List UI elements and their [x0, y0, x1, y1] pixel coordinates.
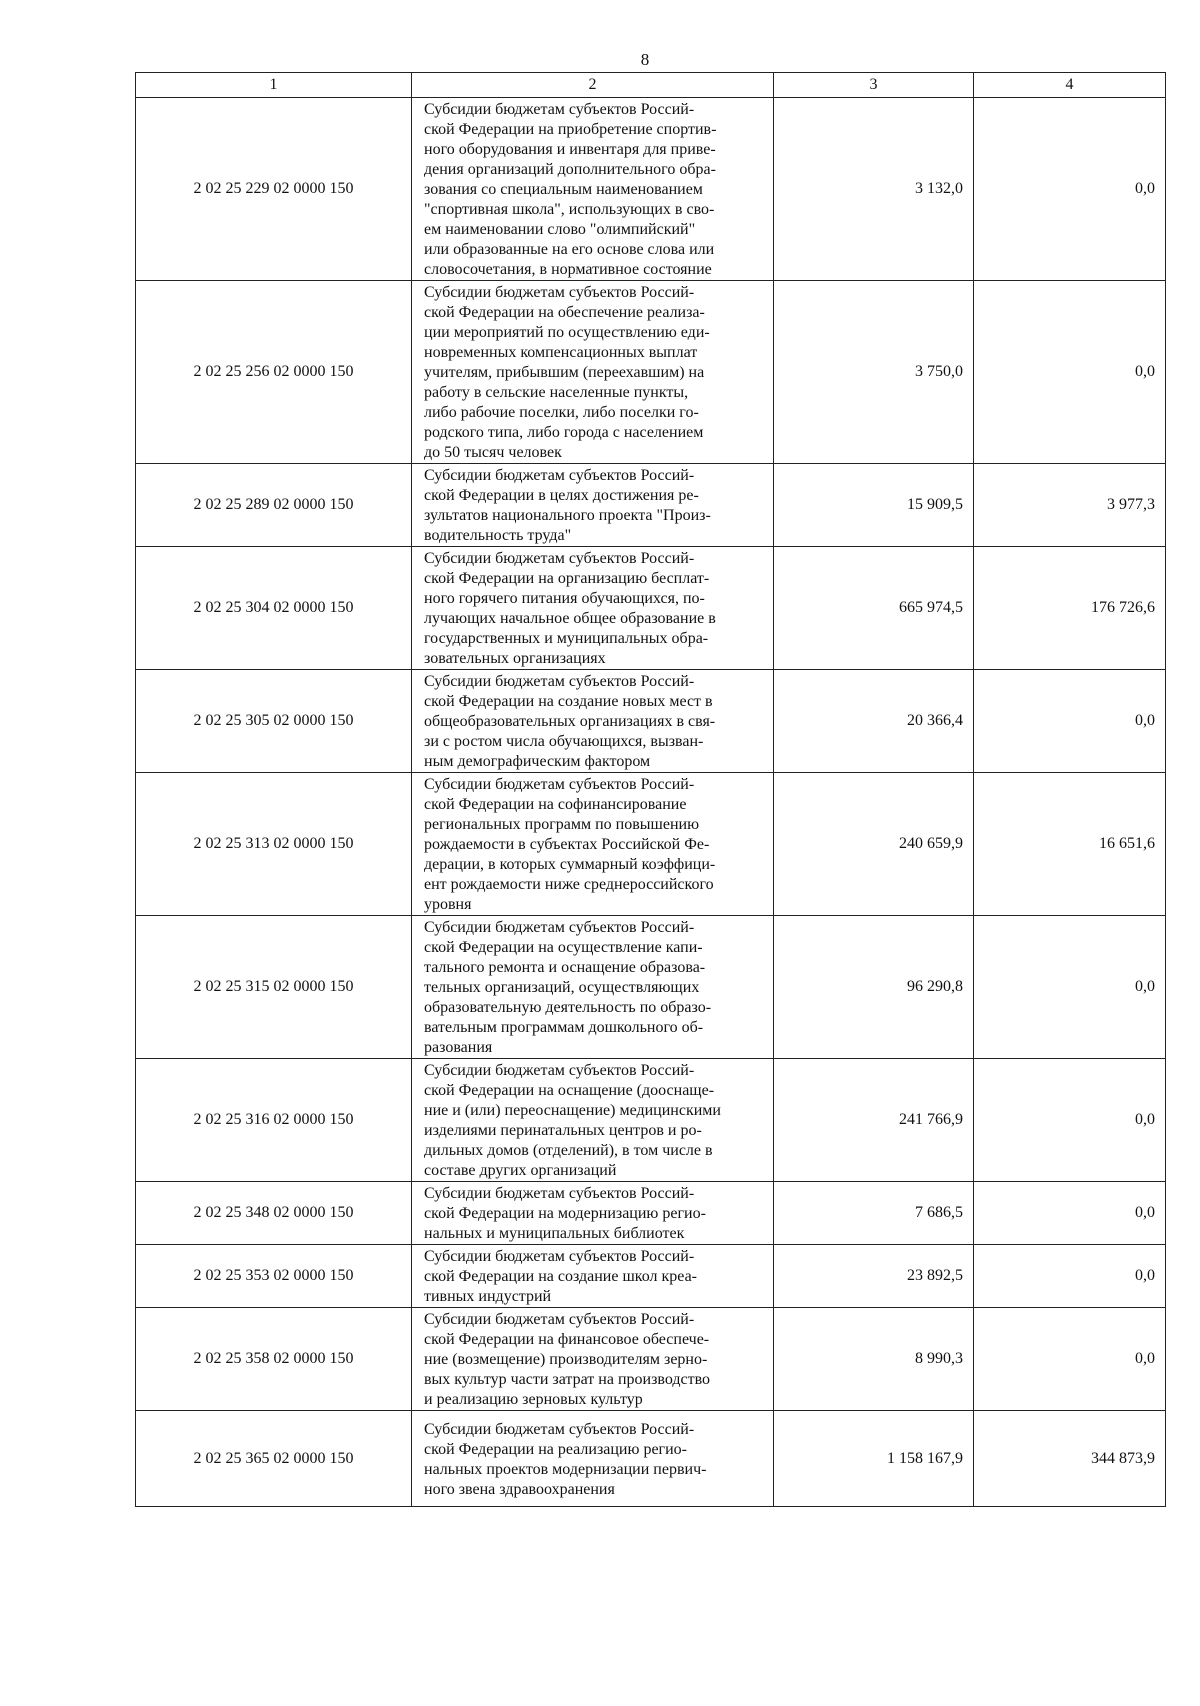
- table-row: [136, 281, 1166, 464]
- amount-column-4-cell: 16 651,6: [974, 773, 1166, 916]
- description-line: новременных компенсационных выплат: [424, 344, 698, 361]
- description-line: ции мероприятий по осуществлению еди-: [424, 324, 710, 341]
- description-line: до 50 тысяч человек: [424, 444, 562, 461]
- description-line: и реализацию зерновых культур: [424, 1391, 643, 1408]
- description-line: Субсидии бюджетам субъектов Россий-: [424, 550, 695, 567]
- description-line: дильных домов (отделений), в том числе в: [424, 1142, 713, 1159]
- description-line: словосочетания, в нормативное состояние: [424, 261, 712, 278]
- description-line: родского типа, либо города с населением: [424, 424, 704, 441]
- description-cell: [412, 916, 774, 1059]
- description-line: зования со специальным наименованием: [424, 181, 703, 198]
- description-line: Субсидии бюджетам субъектов Россий-: [424, 284, 695, 301]
- description-line: ской Федерации на софинансирование: [424, 796, 687, 813]
- description-line: Субсидии бюджетам субъектов Россий-: [424, 1420, 695, 1438]
- description-line: Субсидии бюджетам субъектов Россий-: [424, 1062, 695, 1079]
- amount-column-3-cell: 1 158 167,9: [774, 1411, 974, 1507]
- amount-column-3-cell: 23 892,5: [774, 1245, 974, 1308]
- description-cell: [412, 1245, 774, 1308]
- description-line: вых культур части затрат на производство: [424, 1371, 711, 1388]
- description-line: общеобразовательных организациях в свя-: [424, 713, 716, 730]
- description-line: ние и (или) переоснащение) медицинскими: [424, 1102, 721, 1119]
- description-line: ным демографическим фактором: [424, 753, 651, 770]
- amount-column-3-cell: 15 909,5: [774, 464, 974, 547]
- description-cell: [412, 1059, 774, 1182]
- description-line: ской Федерации на обеспечение реализа-: [424, 304, 705, 321]
- amount-column-4-cell: 3 977,3: [974, 464, 1166, 547]
- description-line: зовательных организациях: [424, 650, 606, 667]
- amount-column-4-cell: 176 726,6: [974, 547, 1166, 670]
- amount-column-4-cell: 0,0: [974, 1059, 1166, 1182]
- description-line: региональных программ по повышению: [424, 816, 700, 833]
- amount-column-3-cell: 3 750,0: [774, 281, 974, 464]
- description-line: ного оборудования и инвентаря для приве-: [424, 141, 716, 158]
- amount-column-3-cell: 241 766,9: [774, 1059, 974, 1182]
- description-cell: [412, 464, 774, 547]
- description-line: государственных и муниципальных обра-: [424, 630, 709, 647]
- amount-column-4-cell: 0,0: [974, 1308, 1166, 1411]
- description-line: ем наименовании слово "олимпийский": [424, 221, 696, 238]
- budget-code-cell: 2 02 25 289 02 0000 150: [136, 464, 412, 547]
- amount-column-3-cell: 7 686,5: [774, 1182, 974, 1245]
- description-line: ской Федерации на реализацию регио-: [424, 1440, 687, 1458]
- description-line: ской Федерации на создание новых мест в: [424, 693, 713, 710]
- column-number-row: [136, 73, 1166, 98]
- description-line: ного горячего питания обучающихся, по-: [424, 590, 705, 607]
- description-line: тального ремонта и оснащение образова-: [424, 959, 706, 976]
- description-line: Субсидии бюджетам субъектов Россий-: [424, 919, 695, 936]
- amount-column-4-cell: 0,0: [974, 670, 1166, 773]
- description-cell: [412, 1411, 774, 1507]
- amount-column-3-cell: 96 290,8: [774, 916, 974, 1059]
- page-number: 8: [640, 50, 650, 69]
- description-line: ской Федерации на приобретение спортив-: [424, 121, 717, 138]
- table-row: [136, 916, 1166, 1059]
- table-row: [136, 547, 1166, 670]
- description-line: дерации, в которых суммарный коэффици-: [424, 856, 716, 873]
- amount-column-4-cell: 0,0: [974, 1182, 1166, 1245]
- budget-table: [135, 72, 1166, 1507]
- description-line: тивных индустрий: [424, 1288, 552, 1305]
- budget-code-cell: 2 02 25 353 02 0000 150: [136, 1245, 412, 1308]
- budget-code-cell: 2 02 25 365 02 0000 150: [136, 1411, 412, 1507]
- budget-code-cell: 2 02 25 229 02 0000 150: [136, 98, 412, 281]
- description-line: водительность труда": [424, 527, 572, 544]
- description-line: ской Федерации на модернизацию регио-: [424, 1205, 706, 1222]
- budget-code-cell: 2 02 25 313 02 0000 150: [136, 773, 412, 916]
- description-line: ской Федерации на осуществление капи-: [424, 939, 703, 956]
- description-line: ской Федерации в целях достижения ре-: [424, 487, 699, 504]
- budget-code-cell: 2 02 25 256 02 0000 150: [136, 281, 412, 464]
- table-row: [136, 773, 1166, 916]
- description-line: Субсидии бюджетам субъектов Россий-: [424, 1248, 695, 1265]
- budget-code-cell: 2 02 25 315 02 0000 150: [136, 916, 412, 1059]
- amount-column-4-cell: 0,0: [974, 916, 1166, 1059]
- description-line: ного звена здравоохранения: [424, 1480, 615, 1498]
- budget-code-cell: 2 02 25 358 02 0000 150: [136, 1308, 412, 1411]
- description-line: вательным программам дошкольного об-: [424, 1019, 704, 1036]
- table-row: [136, 98, 1166, 281]
- description-cell: [412, 98, 774, 281]
- description-line: Субсидии бюджетам субъектов Россий-: [424, 673, 695, 690]
- description-line: образовательную деятельность по образо-: [424, 999, 712, 1016]
- table-row: [136, 1411, 1166, 1507]
- description-line: лучающих начальное общее образование в: [424, 610, 716, 627]
- description-line: составе других организаций: [424, 1162, 617, 1179]
- table-row: [136, 1059, 1166, 1182]
- description-line: зультатов национального проекта "Произ-: [424, 507, 711, 524]
- description-line: тельных организаций, осуществляющих: [424, 979, 700, 996]
- budget-code-cell: 2 02 25 316 02 0000 150: [136, 1059, 412, 1182]
- table-row: [136, 1308, 1166, 1411]
- description-line: нальных проектов модернизации первич-: [424, 1460, 707, 1478]
- description-line: изделиями перинатальных центров и ро-: [424, 1122, 702, 1139]
- description-line: рождаемости в субъектах Российской Фе-: [424, 836, 710, 853]
- description-line: учителям, прибывшим (переехавшим) на: [424, 364, 705, 381]
- description-line: Субсидии бюджетам субъектов Россий-: [424, 101, 695, 118]
- description-line: Субсидии бюджетам субъектов Россий-: [424, 776, 695, 793]
- description-line: нальных и муниципальных библиотек: [424, 1225, 685, 1242]
- column-number-1: 1: [136, 73, 412, 98]
- description-cell: [412, 281, 774, 464]
- amount-column-3-cell: 3 132,0: [774, 98, 974, 281]
- table-row: [136, 670, 1166, 773]
- budget-code-cell: 2 02 25 348 02 0000 150: [136, 1182, 412, 1245]
- description-line: ской Федерации на финансовое обеспече-: [424, 1331, 710, 1348]
- description-line: уровня: [424, 896, 472, 913]
- description-cell: [412, 547, 774, 670]
- description-line: "спортивная школа", использующих в сво-: [424, 201, 715, 218]
- description-cell: [412, 1182, 774, 1245]
- description-cell: [412, 773, 774, 916]
- description-cell: [412, 1308, 774, 1411]
- table-row: [136, 464, 1166, 547]
- amount-column-3-cell: 665 974,5: [774, 547, 974, 670]
- description-cell: [412, 670, 774, 773]
- budget-code-cell: 2 02 25 304 02 0000 150: [136, 547, 412, 670]
- description-line: ской Федерации на организацию бесплат-: [424, 570, 710, 587]
- description-line: ент рождаемости ниже среднероссийского: [424, 876, 714, 893]
- amount-column-3-cell: 8 990,3: [774, 1308, 974, 1411]
- table-row: [136, 1245, 1166, 1308]
- amount-column-4-cell: 0,0: [974, 281, 1166, 464]
- description-line: зи с ростом числа обучающихся, вызван-: [424, 733, 704, 750]
- description-line: ской Федерации на оснащение (дооснаще-: [424, 1082, 715, 1099]
- amount-column-3-cell: 240 659,9: [774, 773, 974, 916]
- column-number-3: 3: [774, 73, 974, 98]
- description-line: ской Федерации на создание школ креа-: [424, 1268, 698, 1285]
- description-line: Субсидии бюджетам субъектов Россий-: [424, 1311, 695, 1328]
- column-number-2: 2: [412, 73, 774, 98]
- amount-column-4-cell: 0,0: [974, 98, 1166, 281]
- description-line: либо рабочие поселки, либо поселки го-: [424, 404, 699, 421]
- column-number-4: 4: [974, 73, 1166, 98]
- description-line: разования: [424, 1039, 493, 1056]
- amount-column-3-cell: 20 366,4: [774, 670, 974, 773]
- table-row: [136, 1182, 1166, 1245]
- amount-column-4-cell: 0,0: [974, 1245, 1166, 1308]
- description-line: или образованные на его основе слова или: [424, 241, 715, 258]
- amount-column-4-cell: 344 873,9: [974, 1411, 1166, 1507]
- budget-code-cell: 2 02 25 305 02 0000 150: [136, 670, 412, 773]
- description-line: Субсидии бюджетам субъектов Россий-: [424, 467, 695, 484]
- description-line: ние (возмещение) производителям зерно-: [424, 1351, 708, 1368]
- description-line: работу в сельские населенные пункты,: [424, 384, 689, 401]
- description-line: Субсидии бюджетам субъектов Россий-: [424, 1185, 695, 1202]
- description-line: дения организаций дополнительного обра-: [424, 161, 716, 178]
